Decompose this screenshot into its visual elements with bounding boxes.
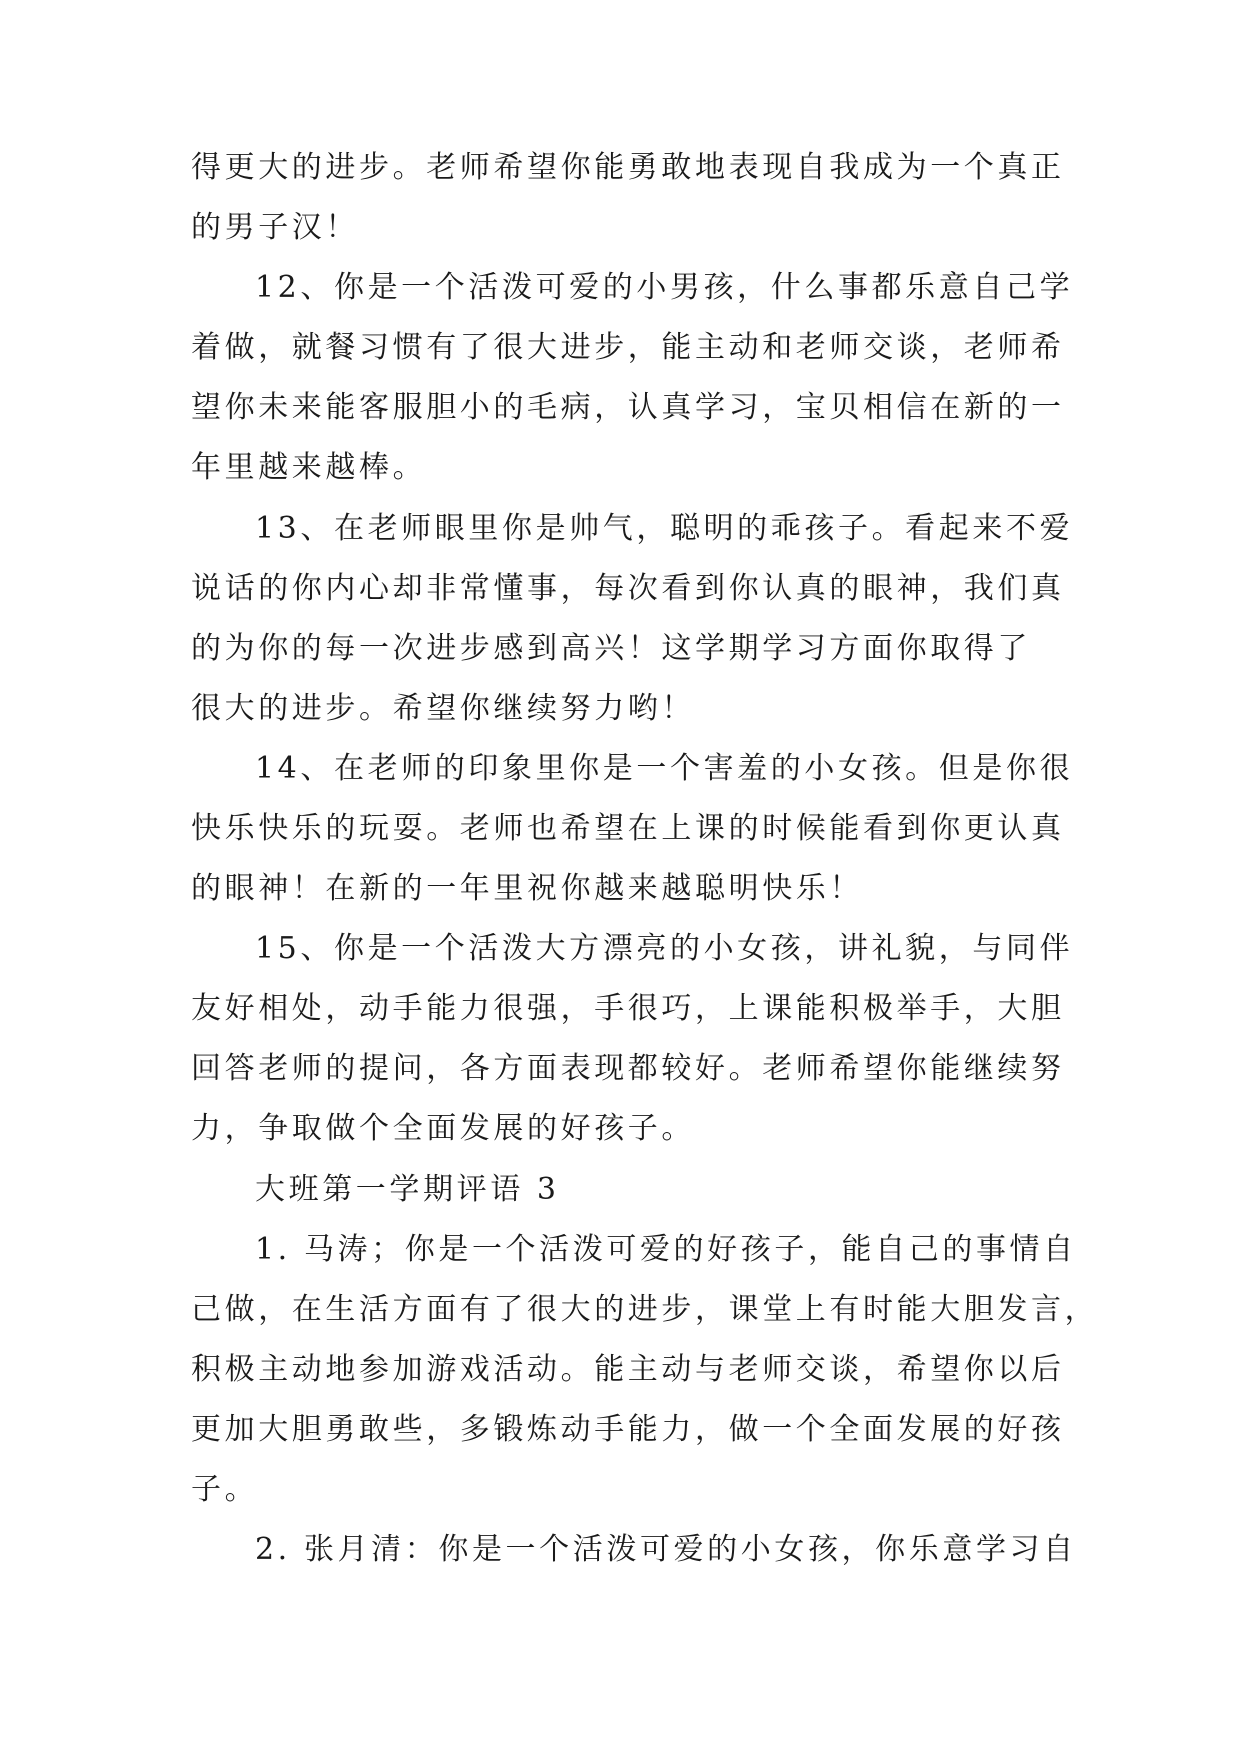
text-line: 望你未来能客服胆小的毛病，认真学习，宝贝相信在新的一 <box>191 390 1065 425</box>
text-line: 力，争取做个全面发展的好孩子。 <box>191 1111 695 1146</box>
text-line: 的为你的每一次进步感到高兴！这学期学习方面你取得了 <box>191 631 1031 666</box>
text-line: 说话的你内心却非常懂事，每次看到你认真的眼神，我们真 <box>191 571 1065 606</box>
text-line: 年里越来越棒。 <box>191 450 427 485</box>
text-line: 得更大的进步。老师希望你能勇敢地表现自我成为一个真正 <box>191 150 1065 185</box>
comment-14-line: 14、在老师的印象里你是一个害羞的小女孩。但是你很 <box>255 751 1074 786</box>
text-line: 很大的进步。希望你继续努力哟！ <box>191 691 695 726</box>
text-line: 的眼神！在新的一年里祝你越来越聪明快乐！ <box>191 871 863 906</box>
text-line: 着做，就餐习惯有了很大进步，能主动和老师交谈，老师希 <box>191 330 1065 365</box>
comment-15-line: 15、你是一个活泼大方漂亮的小女孩，讲礼貌，与同伴 <box>255 931 1074 966</box>
comment-13-line: 13、在老师眼里你是帅气，聪明的乖孩子。看起来不爱 <box>255 511 1074 546</box>
text-line: 积极主动地参加游戏活动。能主动与老师交谈，希望你以后 <box>191 1352 1065 1387</box>
comment-12-line: 12、你是一个活泼可爱的小男孩，什么事都乐意自己学 <box>255 270 1074 305</box>
text-line: 回答老师的提问，各方面表现都较好。老师希望你能继续努 <box>191 1051 1065 1086</box>
text-line: 子。 <box>191 1472 259 1507</box>
comment-1-line: 1. 马涛；你是一个活泼可爱的好孩子，能自己的事情自 <box>255 1232 1077 1267</box>
text-line: 友好相处，动手能力很强，手很巧，上课能积极举手，大胆 <box>191 991 1065 1026</box>
comment-2-line: 2. 张月清：你是一个活泼可爱的小女孩，你乐意学习自 <box>255 1532 1077 1567</box>
text-line: 的男子汉！ <box>191 210 359 245</box>
section-heading: 大班第一学期评语 3 <box>255 1172 560 1207</box>
text-line: 己做，在生活方面有了很大的进步，课堂上有时能大胆发言， <box>191 1292 1099 1327</box>
text-line: 更加大胆勇敢些，多锻炼动手能力，做一个全面发展的好孩 <box>191 1412 1065 1447</box>
text-line: 快乐快乐的玩耍。老师也希望在上课的时候能看到你更认真 <box>191 811 1065 846</box>
